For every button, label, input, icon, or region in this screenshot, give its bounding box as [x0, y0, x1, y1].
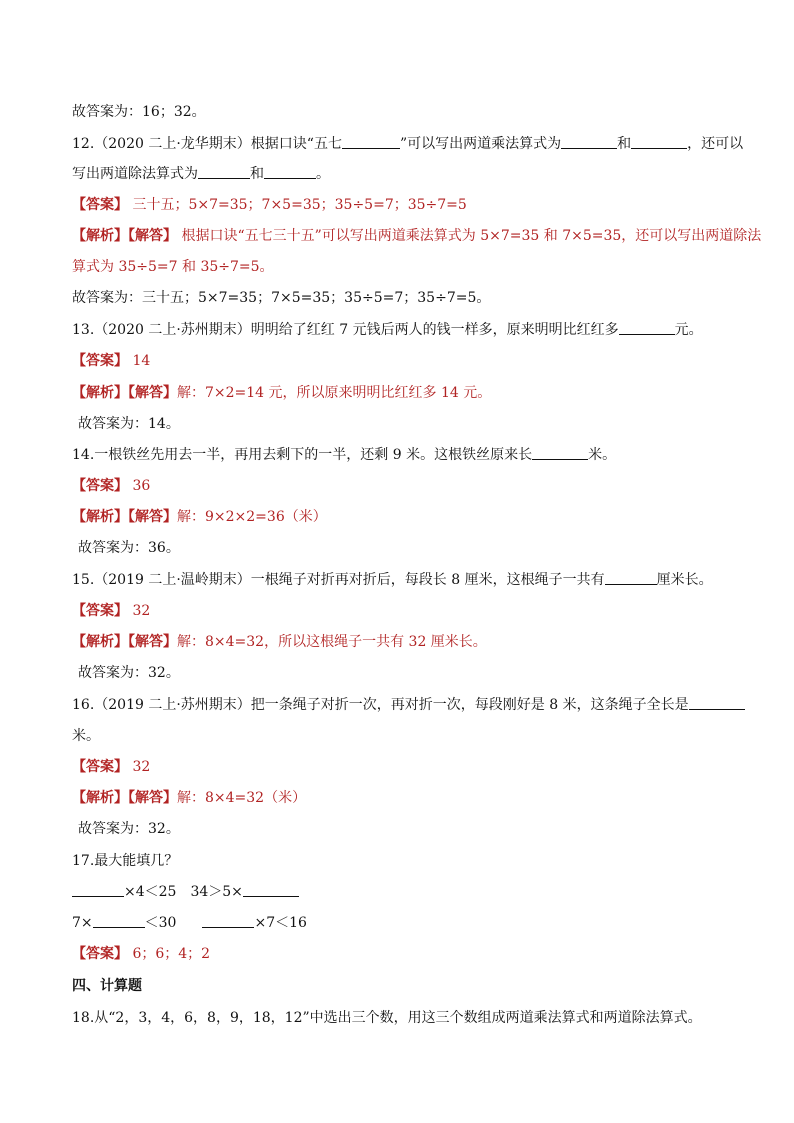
- blank: [72, 882, 124, 897]
- text: 16.（2019 二上·苏州期末）把一条绳子对折一次，再对折一次，每段刚好是 8 米，这条绳子全长是: [72, 697, 689, 713]
- analysis-text: 根据口诀“五七三十五”可以写出两道乘法算式为 5×7=35 和 7×5=35，还可以写出两道除法: [181, 228, 762, 244]
- text: 故答案为：32。: [78, 821, 180, 837]
- question-16-line-2: [72, 726, 724, 746]
- question-12-line-2: [72, 164, 724, 184]
- answer-text: 6；6；4；2: [132, 946, 211, 962]
- question-16-final: [78, 819, 724, 839]
- question-12-line-1: [72, 134, 744, 154]
- text: 和: [250, 166, 264, 182]
- answer-tag: 【答案】: [72, 353, 128, 369]
- question-17-row-2: [72, 913, 724, 933]
- text: 。: [316, 166, 330, 182]
- question-13-answer: [72, 351, 724, 371]
- text: 故答案为：36。: [78, 540, 180, 556]
- text: 13.（2020 二上·苏州期末）明明给了红红 7 元钱后两人的钱一样多，原来明明比红红多: [72, 322, 619, 338]
- analysis-text: 解：9×2×2=36（米）: [177, 509, 327, 525]
- text: 元。: [674, 322, 703, 338]
- question-16-line-1: [72, 695, 724, 715]
- answer-text: 36: [132, 478, 151, 494]
- blank: [532, 445, 588, 460]
- text: 四、计算题: [72, 978, 142, 994]
- question-12-final: [72, 288, 724, 308]
- blank: [631, 134, 687, 149]
- blank: [202, 913, 254, 928]
- text: 写出两道除法算式为: [72, 166, 198, 182]
- answer-tag: 【答案】: [72, 759, 128, 775]
- question-16-analysis: [72, 788, 724, 808]
- text: 15.（2019 二上·温岭期末）一根绳子对折再对折后，每段长 8 厘米，这根绳子一共有: [72, 572, 605, 588]
- question-12-analysis-1: [72, 226, 762, 246]
- text: ”可以写出两道乘法算式为: [399, 136, 562, 152]
- blank: [342, 134, 400, 149]
- blank: [198, 164, 250, 179]
- question-17-row-1: [72, 882, 724, 902]
- question-17: [72, 851, 724, 871]
- question-13-analysis: [72, 383, 724, 403]
- blank: [605, 570, 657, 585]
- blank: [93, 913, 145, 928]
- section-title: [72, 976, 724, 996]
- analysis-text: 解：8×4=32（米）: [177, 790, 307, 806]
- answer-text: 三十五；5×7=35；7×5=35；35÷5=7；35÷7=5: [132, 197, 467, 213]
- analysis-tag: 【解析】【解答】: [72, 790, 177, 806]
- text: 厘米长。: [656, 572, 713, 588]
- question-14-answer: [72, 476, 724, 496]
- text: ×7＜16: [254, 915, 307, 931]
- analysis-tag: 【解析】【解答】: [72, 385, 177, 401]
- answer-text: 14: [132, 353, 151, 369]
- text: 34＞5×: [190, 884, 243, 900]
- question-15-final: [78, 663, 724, 683]
- question-12-analysis-2: [72, 257, 724, 277]
- text: 12.（2020 二上·龙华期末）根据口诀“五七: [72, 136, 342, 152]
- blank: [619, 320, 675, 335]
- text: 故答案为：三十五；5×7=35；7×5=35；35÷5=7；35÷7=5。: [72, 290, 491, 306]
- analysis-tag: 【解析】【解答】: [72, 509, 177, 525]
- text: ＜30: [144, 915, 177, 931]
- text: 和: [617, 136, 632, 152]
- text: 故答案为：16；32。: [72, 104, 206, 120]
- question-13-final: [78, 414, 724, 434]
- text: 14.一根铁丝先用去一半，再用去剩下的一半，还剩 9 米。这根铁丝原来长: [72, 447, 533, 463]
- answer-tag: 【答案】: [72, 946, 128, 962]
- text: 17.最大能填几？: [72, 853, 179, 869]
- text: ×4＜25: [124, 884, 177, 900]
- answer-line-11: [72, 102, 724, 122]
- question-15-answer: [72, 601, 724, 621]
- answer-tag: 【答案】: [72, 603, 128, 619]
- question-15: [72, 570, 724, 590]
- analysis-tag: 【解析】【解答】: [72, 228, 177, 244]
- question-13: [72, 320, 724, 340]
- blank: [264, 164, 316, 179]
- answer-text: 32: [132, 759, 151, 775]
- analysis-text: 解：7×2=14 元，所以原来明明比红红多 14 元。: [177, 385, 492, 401]
- answer-tag: 【答案】: [72, 478, 128, 494]
- analysis-text: 算式为 35÷5=7 和 35÷7=5。: [72, 259, 274, 275]
- text: 米。: [72, 728, 100, 744]
- answer-text: 32: [132, 603, 151, 619]
- text: ，还可以: [687, 136, 744, 152]
- text: 7×: [72, 915, 93, 931]
- question-14-final: [78, 538, 724, 558]
- question-16-answer: [72, 757, 724, 777]
- blank: [689, 695, 745, 710]
- question-14-analysis: [72, 507, 724, 527]
- text: 18.从“2，3，4，6，8，9，18，12”中选出三个数，用这三个数组成两道乘法算式和两道除法算式。: [72, 1010, 702, 1026]
- text: 故答案为：14。: [78, 416, 180, 432]
- question-12-answer: [72, 195, 724, 215]
- answer-tag: 【答案】: [72, 197, 128, 213]
- question-17-answer: [72, 944, 724, 964]
- blank: [243, 882, 299, 897]
- text: 米。: [588, 447, 617, 463]
- question-18: [72, 1008, 724, 1028]
- analysis-text: 解：8×4=32，所以这根绳子一共有 32 厘米长。: [177, 634, 487, 650]
- text: 故答案为：32。: [78, 665, 180, 681]
- question-15-analysis: [72, 632, 724, 652]
- analysis-tag: 【解析】【解答】: [72, 634, 177, 650]
- blank: [561, 134, 617, 149]
- question-14: [72, 445, 724, 465]
